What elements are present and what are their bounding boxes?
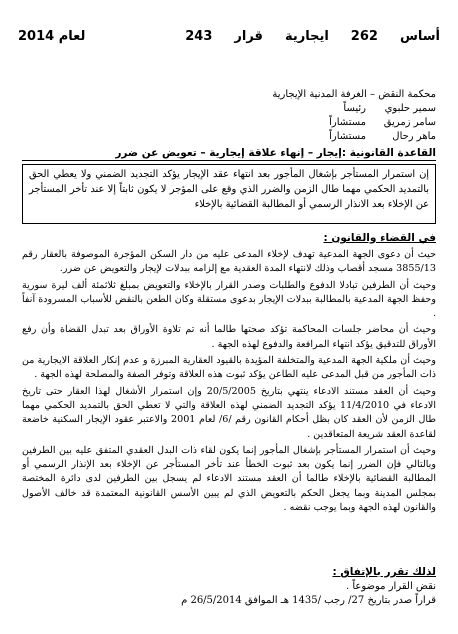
judge-row: [236, 102, 436, 116]
judge-name: سامر زمريق: [383, 117, 436, 128]
decision-body: [22, 580, 436, 608]
decision-label: قرار: [234, 28, 263, 44]
judges-list: [236, 102, 436, 144]
case-header: [18, 26, 440, 46]
paragraph: وحيث أن محاضر جلسات المحاكمة تؤكد صحتها طالما أنه تم تلاوة الأوراق بعد تبدل القضاة وأن رفع الأوراق للتدقيق يؤكد انتهاء المرافعة والدفوع لهذه الجهة .: [22, 324, 436, 350]
decision-item: نقض القرار موضوعاً .: [345, 581, 436, 592]
judge-name: سمير حلبوي: [384, 103, 436, 114]
judge-role: مستشاراً: [329, 117, 366, 128]
paragraph: وحيث أن استمرار المستأجر بإشغال المأجور إنما يكون لقاء ذات البدل العقدي المتفق عليه بين الطرفين وبالتالي فإن الضرر إنما يكون بعد ثبوت الخطأ عند تأخر المستأجر عن الإخلاء بعد الإنذار الرسمي أو المطالبة القضائية بالإخلاء طالما أن العقد مستند الادعاء لم يسجل بين الطرفين لدى دائرة المختصة بمجلس المدينة وبما يجعل الحكم بالتعويض الذي لم يبين الأسس القانونية المعتمدة قد خالف الأصول والقانون لهذه الجهة وبما يوجب نقضه .: [22, 444, 436, 514]
judiciary-body: [22, 248, 436, 517]
base-number: 262: [350, 28, 378, 44]
decision-date: قراراً صدر بتاريخ 27/ رجب /1435 هـ الموافق 26/5/2014 م: [181, 595, 436, 606]
base-label: أساس: [399, 28, 440, 44]
paragraph: وحيث أن ملكية الجهة المدعية والمتخلفة المؤيدة بالقيود العقارية المبرزة و عدم إنكار العلاقة الايجارية من ذات المأجور من قبل المدعى عليه الطاعن يؤكد ثبوت هذه العلاقة وتوفر الصفة والمصلحة لهذه الجهة .: [22, 355, 436, 381]
legal-rule-title: القاعدة القانونية :إيجار – إنهاء علاقة إيجارية – تعويض عن ضرر: [115, 147, 436, 159]
decision-section-title: لذلك تقرر بالإتفاق :: [332, 566, 436, 578]
case-type: ايجارية: [284, 28, 329, 44]
judge-role: مستشاراً: [329, 131, 366, 142]
legal-rule-box: إن استمرار المستأجر بإشغال المأجور بعد انتهاء عقد الإيجار يؤكد التجديد الضمني ولا يعطي الحق بالتمديد الحكمي مهما طال الزمن والضرر الذي وقع على المؤجر لا يكون ثابتاً إلا عند تأخر المستأجر عن الإخلاء بعد الانذار الرسمي أو المطالبة القضائية بالإخلاء: [22, 164, 436, 224]
judge-row: [236, 130, 436, 144]
court-name: محكمة النقض – الغرفة المدنية الإيجارية: [272, 89, 436, 100]
case-header-right: [185, 29, 440, 44]
judge-row: [236, 116, 436, 130]
decision-number: 243: [185, 28, 213, 44]
divider: [22, 160, 436, 161]
year-text: لعام 2014: [18, 28, 86, 44]
judiciary-section-title: في القضاء والقانون :: [323, 232, 436, 244]
paragraph: وحيث أن العقد مستند الادعاء ينتهي بتاريخ 20/5/2005 وإن استمرار الأشغال لهذا العقار حتى تاريخ الادعاء في 11/4/2010 يؤكد التجديد الضمني لهذه العلاقة والتي لا تعطي الحق بالتمديد الحكمي مهما طال الزمن لأن العقد كان بظل أحكام القانون رقم /6/ لعام 2001 والاعتبر عقود الإيجار السكنية خاضعة لقاعدة العقد شريعة المتعاقدين .: [22, 385, 436, 440]
judge-role: رئيساً: [343, 103, 366, 114]
paragraph: حيث أن دعوى الجهة المدعية تهدف لإخلاء المدعى عليه من دار السكن المؤجرة الموصوفة بالعقار رقم 3855/13 مسجد أقصاب وذلك لانتهاء المدة العقدية مع إلزامه ببدلات لإيجار والتعويض عن ضرر.: [22, 249, 436, 275]
judge-name: ماهر رحال: [392, 131, 436, 142]
paragraph: وحيث أن الطرفين تبادلا الدفوع والطلبات وصدر القرار بالإخلاء والتعويض بمبلغ ثلاثمئة ألف ليرة سورية وحفظ الجهة المدعية بالمطالبة ببدلات الإيجار بدعوى مستقلة وكان الطعن بالنقض للأسباب المسرودة آنفاً .: [22, 279, 436, 320]
